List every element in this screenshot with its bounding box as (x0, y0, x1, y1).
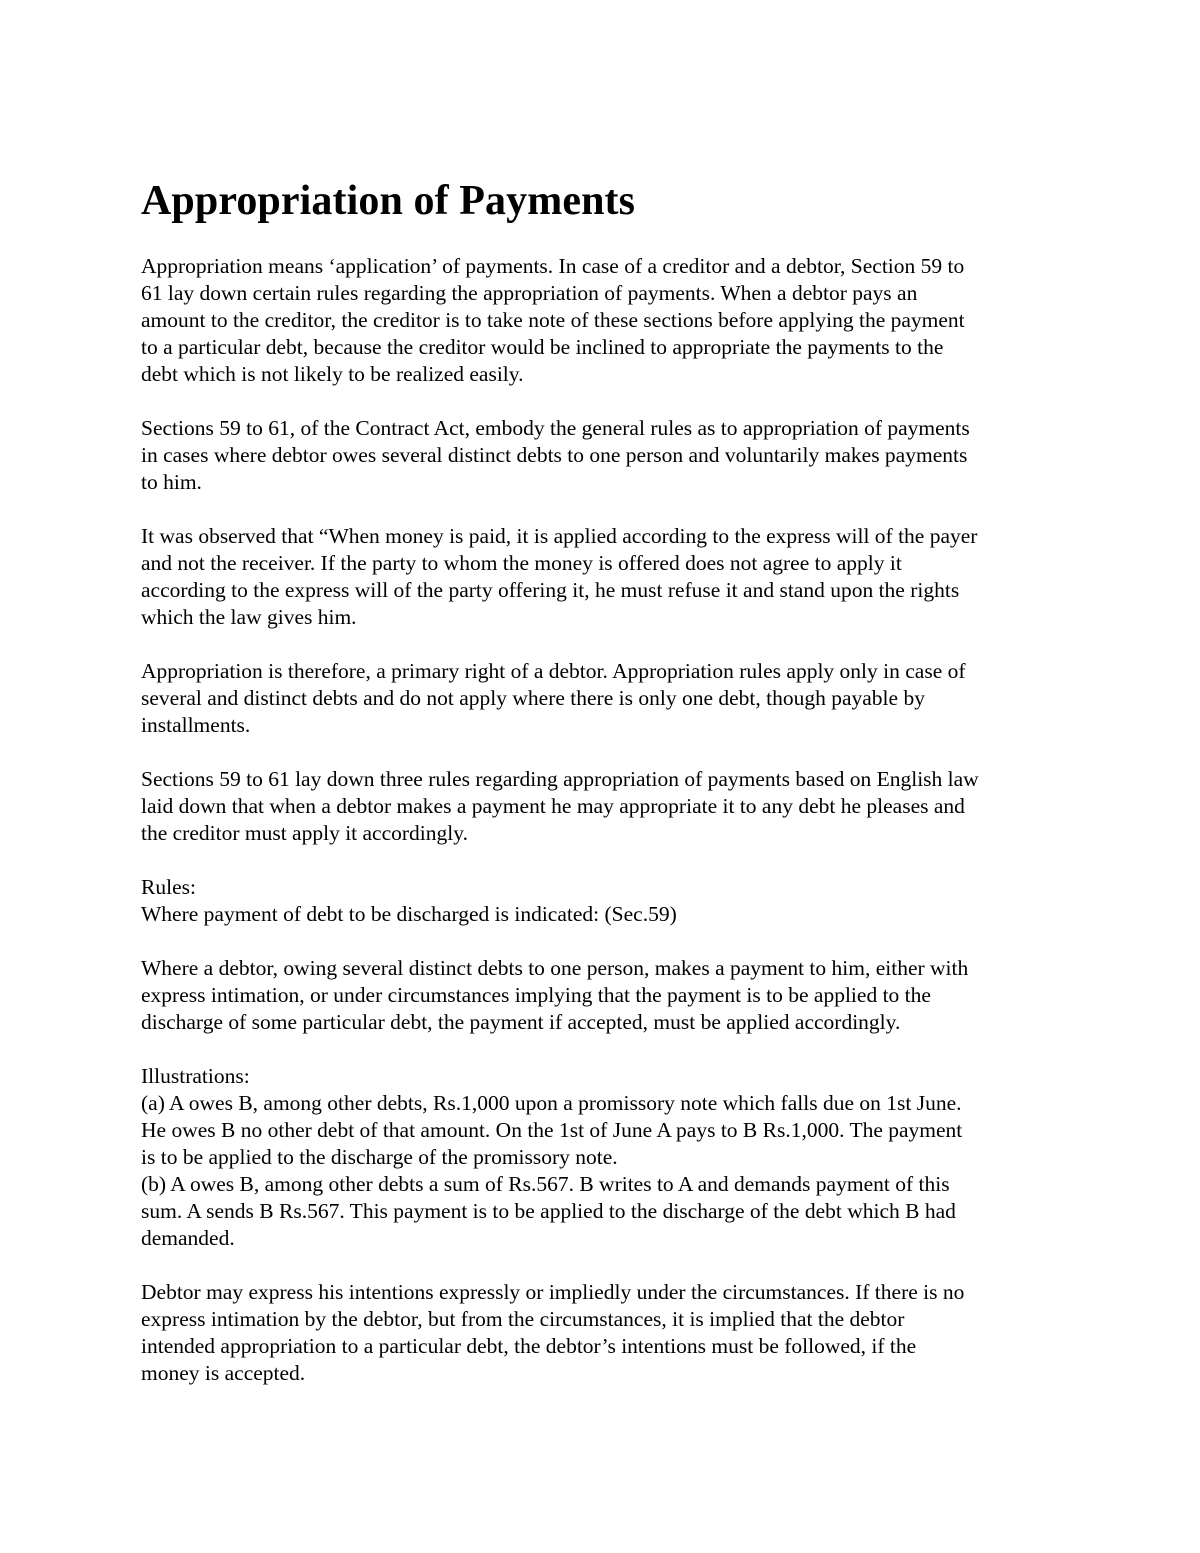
text-line: Sections 59 to 61 lay down three rules regarding appropriation of payments based on English law (141, 767, 979, 791)
text-line: Appropriation is therefore, a primary right of a debtor. Appropriation rules apply only in case of (141, 659, 966, 683)
paragraph-sec59-rule (141, 955, 1066, 1036)
text-line: several and distinct debts and do not apply where there is only one debt, though payable by (141, 686, 925, 710)
rule-heading-sec59: Where payment of debt to be discharged is indicated: (Sec.59) (141, 902, 677, 926)
illustrations-label: Illustrations: (141, 1064, 250, 1088)
text-line: (b) A owes B, among other debts a sum of Rs.567. B writes to A and demands payment of this (141, 1172, 950, 1196)
text-line: express intimation, or under circumstances implying that the payment is to be applied to the (141, 983, 931, 1007)
text-line: demanded. (141, 1226, 235, 1250)
text-line: 61 lay down certain rules regarding the appropriation of payments. When a debtor pays an (141, 281, 918, 305)
text-line: Sections 59 to 61, of the Contract Act, embody the general rules as to appropriation of payments (141, 416, 970, 440)
text-line: Debtor may express his intentions expressly or impliedly under the circumstances. If there is no (141, 1280, 965, 1304)
text-line: to a particular debt, because the creditor would be inclined to appropriate the payments to the (141, 335, 944, 359)
text-line: amount to the creditor, the creditor is to take note of these sections before applying the payment (141, 308, 965, 332)
text-line: intended appropriation to a particular debt, the debtor’s intentions must be followed, if the (141, 1334, 917, 1358)
paragraph-debtor-intentions (141, 1279, 1066, 1387)
paragraph-observation-quote (141, 523, 1066, 631)
text-line: debt which is not likely to be realized easily. (141, 362, 524, 386)
text-line: Where a debtor, owing several distinct debts to one person, makes a payment to him, either with (141, 956, 969, 980)
text-line: He owes B no other debt of that amount. On the 1st of June A pays to B Rs.1,000. The payment (141, 1118, 963, 1142)
text-line: Appropriation means ‘application’ of payments. In case of a creditor and a debtor, Section 59 to (141, 254, 965, 278)
paragraph-sections-general-rules (141, 415, 1066, 496)
document-body (141, 253, 1066, 1387)
paragraph-rules-heading (141, 874, 1066, 928)
text-line: according to the express will of the party offering it, he must refuse it and stand upon the rights (141, 578, 960, 602)
text-line: sum. A sends B Rs.567. This payment is to be applied to the discharge of the debt which B had (141, 1199, 956, 1223)
text-line: to him. (141, 470, 202, 494)
paragraph-three-rules (141, 766, 1066, 847)
rules-label: Rules: (141, 875, 196, 899)
text-line: the creditor must apply it accordingly. (141, 821, 468, 845)
text-line: money is accepted. (141, 1361, 306, 1385)
paragraph-illustrations (141, 1063, 1066, 1252)
text-line: (a) A owes B, among other debts, Rs.1,000 upon a promissory note which falls due on 1st June. (141, 1091, 962, 1115)
text-line: laid down that when a debtor makes a payment he may appropriate it to any debt he pleases and (141, 794, 965, 818)
paragraph-appropriation-meaning (141, 253, 1066, 388)
document-title: Appropriation of Payments (141, 178, 636, 224)
text-line: and not the receiver. If the party to whom the money is offered does not agree to apply it (141, 551, 902, 575)
text-line: installments. (141, 713, 251, 737)
paragraph-primary-right (141, 658, 1066, 739)
text-line: in cases where debtor owes several distinct debts to one person and voluntarily makes payments (141, 443, 968, 467)
text-line: discharge of some particular debt, the payment if accepted, must be applied accordingly. (141, 1010, 901, 1034)
text-line: is to be applied to the discharge of the promissory note. (141, 1145, 618, 1169)
text-line: express intimation by the debtor, but from the circumstances, it is implied that the debtor (141, 1307, 905, 1331)
text-line: which the law gives him. (141, 605, 357, 629)
document-page (141, 176, 1066, 1414)
text-line: It was observed that “When money is paid, it is applied according to the express will of the payer (141, 524, 978, 548)
